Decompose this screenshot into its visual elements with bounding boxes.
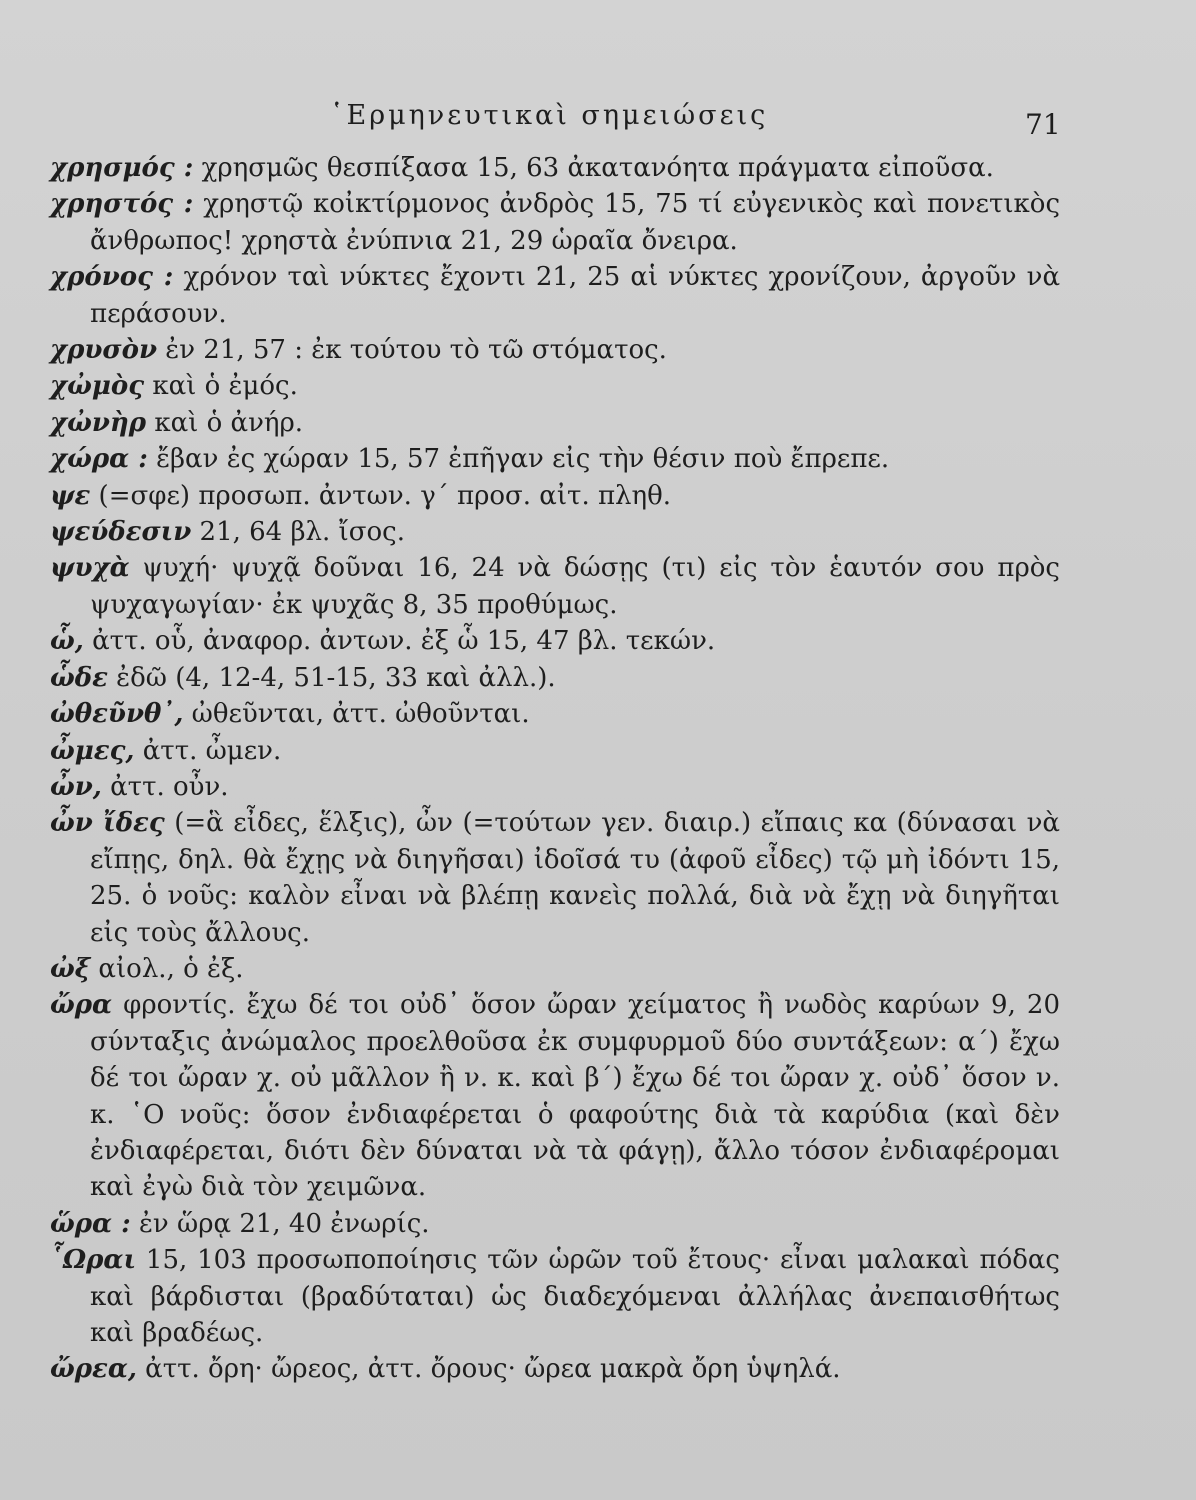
glossary-entry <box>50 987 1060 1205</box>
glossary-entry <box>50 150 1060 186</box>
glossary-entry <box>50 769 1060 805</box>
glossary-entry <box>50 805 1060 951</box>
glossary-entry <box>50 332 1060 368</box>
entry-lemma: ψυχὰ <box>50 553 130 584</box>
glossary-entry <box>50 951 1060 987</box>
glossary-entry <box>50 514 1060 550</box>
entry-text: ὠθεῦνται, ἀττ. ὠθοῦνται. <box>183 699 530 730</box>
entry-lemma: χώρα : <box>50 444 148 475</box>
entry-lemma: ὦν ἴδες <box>50 808 165 839</box>
entry-text: χρόνον ταὶ νύκτες ἔχοντι 21, 25 αἱ νύκτες χρονίζουν, ἀργοῦν νὰ περάσουν. <box>90 262 1060 329</box>
entry-lemma: ὤρα <box>50 990 113 1021</box>
entry-lemma: ὠξ <box>50 953 91 984</box>
entry-text: ἀττ. ὦμεν. <box>134 735 282 766</box>
entry-lemma: χρησμός : <box>50 153 194 183</box>
entry-text: ἐν 21, 57 : ἐκ τούτου τὸ τῶ στόματος. <box>156 335 667 366</box>
entry-lemma: ὧδε <box>50 662 108 693</box>
glossary-entry <box>50 733 1060 769</box>
entry-lemma: ῟Ωραι <box>50 1245 137 1276</box>
entry-text: αἰολ., ὁ ἐξ. <box>90 953 244 984</box>
glossary-entry <box>50 441 1060 477</box>
entry-lemma: χὠνὴρ <box>50 407 147 438</box>
entry-text: ἐν ὥρᾳ 21, 40 ἐνωρίς. <box>130 1208 430 1239</box>
glossary-entry <box>50 1242 1060 1351</box>
entry-lemma: ὧ, <box>50 626 84 657</box>
glossary-entry <box>50 660 1060 696</box>
entry-text: ἀττ. οὖν. <box>101 771 229 802</box>
glossary-entry <box>50 368 1060 404</box>
glossary-entry <box>50 1206 1060 1242</box>
glossary-entry <box>50 696 1060 732</box>
entry-text: (=ἃ εἶδες, ἕλξις), ὦν (=τούτων γεν. διαιρ.) εἴπαις κα (δύνασαι νὰ εἴπῃς, δηλ. θὰ ἔχῃς νὰ διηγῆσαι) ἰδοῖσά τυ (ἀφοῦ εἶδες) τῷ μὴ ἰδόντι 15, 25. ὁ νοῦς: καλὸν εἶναι νὰ βλέπῃ κανεὶς πολλά, διὰ νὰ ἔχῃ νὰ διηγῆται εἰς τοὺς ἄλλους. <box>90 808 1060 948</box>
page-header <box>0 92 1196 152</box>
glossary-entry <box>50 478 1060 514</box>
entry-lemma: ὤρεα, <box>50 1354 137 1385</box>
entry-lemma: χρηστός : <box>50 189 194 220</box>
entry-text: ἀττ. ὄρη· ὤρεος, ἀττ. ὄρους· ὤρεα μακρὰ ὄρη ὑψηλά. <box>136 1354 841 1385</box>
entry-lemma: ὠθεῦνθ᾽, <box>50 699 184 730</box>
entry-text: φροντίς. ἔχω δέ τοι οὐδ᾽ ὅσον ὤραν χείματος ἢ νωδὸς καρύων 9, 20 σύνταξις ἀνώμαλος προελθοῦσα ἐκ συμφυρμοῦ δύο συντάξεων: α΄) ἔχω δέ τοι ὤραν χ. οὐ μᾶλλον ἢ ν. κ. καὶ β΄) ἔχω δέ τοι ὤραν χ. οὐδ᾽ ὅσον ν. κ. ῾Ο νοῦς: ὅσον ἐνδιαφέρεται ὁ φαφούτης διὰ τὰ καρύδια (καὶ δὲν ἐνδιαφέρεται, διότι δὲν δύναται νὰ τὰ φάγῃ), ἄλλο τόσον ἐνδιαφέρομαι καὶ ἐγὼ διὰ τὸν χειμῶνα. <box>90 990 1060 1203</box>
entry-lemma: χρυσὸν <box>50 335 157 366</box>
glossary-entry <box>50 550 1060 623</box>
entry-text: ἀττ. οὗ, ἀναφορ. ἀντων. ἐξ ὧ 15, 47 βλ. τεκών. <box>83 626 716 657</box>
entry-text: 21, 64 βλ. ἴσος. <box>191 517 405 548</box>
entry-lemma: ψε <box>50 480 91 511</box>
entry-text: χρηστῷ κοἰκτίρμονος ἀνδρὸς 15, 75 τί εὐγενικὸς καὶ πονετικὸς ἄνθρωπος! χρηστὰ ἐνύπνια 21, 29 ὡραῖα ὄνειρα. <box>90 189 1061 256</box>
entry-lemma: ὥρα : <box>50 1208 131 1239</box>
running-title: ῾Ερμηνευτικαὶ σημειώσεις <box>330 100 769 131</box>
entry-text: ψυχή· ψυχᾷ δοῦναι 16, 24 νὰ δώσῃς (τι) εἰς τὸν ἑαυτόν σου πρὸς ψυχαγωγίαν· ἐκ ψυχᾶς 8, 35 προθύμως. <box>90 553 1060 620</box>
entry-text: καὶ ὁ ἐμός. <box>144 371 298 402</box>
page-number: 71 <box>1025 108 1061 141</box>
glossary-entry <box>50 259 1060 332</box>
glossary-entry <box>50 1351 1060 1387</box>
entry-lemma: ὦν, <box>50 771 102 802</box>
entry-lemma: χὠμὸς <box>50 371 145 402</box>
entry-text: 15, 103 προσωποποίησις τῶν ὡρῶν τοῦ ἔτους· εἶναι μαλακαὶ πόδας καὶ βάρδισται (βραδύταται) ὡς διαδεχόμεναι ἀλλήλας ἀνεπαισθήτως καὶ βραδέως. <box>90 1245 1060 1348</box>
entry-lemma: ὦμες, <box>50 735 135 766</box>
glossary-entry <box>50 623 1060 659</box>
glossary-entry <box>50 186 1060 259</box>
glossary-entries <box>50 150 1060 1388</box>
entry-text: (=σφε) προσωπ. ἀντων. γ΄ προσ. αἰτ. πληθ. <box>90 480 672 511</box>
entry-text: χρησμῶς θεσπίξασα 15, 63 ἀκατανόητα πράγματα εἰποῦσα. <box>193 153 994 183</box>
entry-lemma: χρόνος : <box>50 262 174 293</box>
entry-text: ἔβαν ἐς χώραν 15, 57 ἐπῆγαν εἰς τὴν θέσιν ποὺ ἔπρεπε. <box>147 444 890 475</box>
entry-text: ἐδῶ (4, 12-4, 51-15, 33 καὶ ἀλλ.). <box>107 662 556 693</box>
glossary-entry <box>50 405 1060 441</box>
entry-lemma: ψεύδεσιν <box>50 517 192 548</box>
entry-text: καὶ ὁ ἀνήρ. <box>146 407 304 438</box>
